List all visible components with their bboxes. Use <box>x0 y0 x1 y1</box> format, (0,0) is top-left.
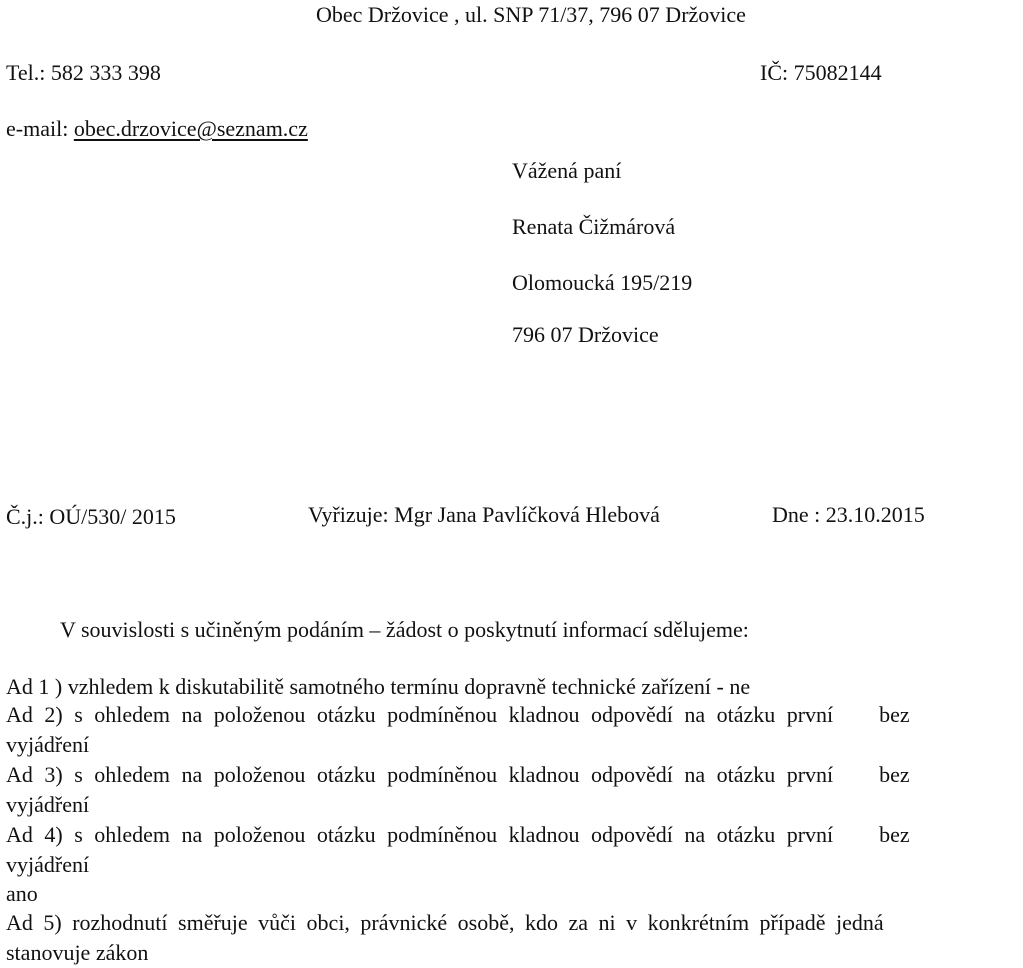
point-2-line-2: vyjádření <box>6 732 90 757</box>
email-line <box>6 116 308 142</box>
point-4-line-1: Ad 4) s ohledem na položenou otázku podmíněnou kladnou odpovědí na otázku první bez <box>6 822 910 847</box>
email-label: e-mail: <box>6 116 74 141</box>
point-2-line-1: Ad 2) s ohledem na položenou otázku podmíněnou kladnou odpovědí na otázku první bez <box>6 702 910 727</box>
email-link[interactable]: obec.drzovice@seznam.cz <box>73 116 308 141</box>
reference-number: Č.j.: OÚ/530/ 2015 <box>6 504 176 529</box>
handler: Vyřizuje: Mgr Jana Pavlíčková Hlebová <box>308 502 660 527</box>
point-3-line-1: Ad 3) s ohledem na položenou otázku podmíněnou kladnou odpovědí na otázku první bez <box>6 762 910 787</box>
recipient-salutation: Vážená paní <box>512 158 622 183</box>
company-id: IČ: 75082144 <box>760 60 882 85</box>
point-5-line-1: Ad 5) rozhodnutí směřuje vůči obci, právnické osobě, kdo za ni v konkrétním případě jedná <box>6 910 884 935</box>
recipient-street: Olomoucká 195/219 <box>512 270 693 295</box>
telephone: Tel.: 582 333 398 <box>6 60 161 85</box>
intro-text: V souvislosti s učiněným podáním – žádost o poskytnutí informací sdělujeme: <box>60 617 749 642</box>
answer-yes: ano <box>6 881 38 906</box>
office-address: Obec Držovice , ul. SNP 71/37, 796 07 Držovice <box>316 2 746 27</box>
point-1: Ad 1 ) vzhledem k diskutabilitě samotného termínu dopravně technické zařízení - ne <box>6 674 751 699</box>
recipient-city: 796 07 Držovice <box>512 322 659 347</box>
point-5-line-2: stanovuje zákon <box>6 940 149 965</box>
point-3-line-2: vyjádření <box>6 792 90 817</box>
letter-date: Dne : 23.10.2015 <box>772 502 925 527</box>
point-4-line-2: vyjádření <box>6 852 90 877</box>
recipient-name: Renata Čižmárová <box>512 214 676 239</box>
